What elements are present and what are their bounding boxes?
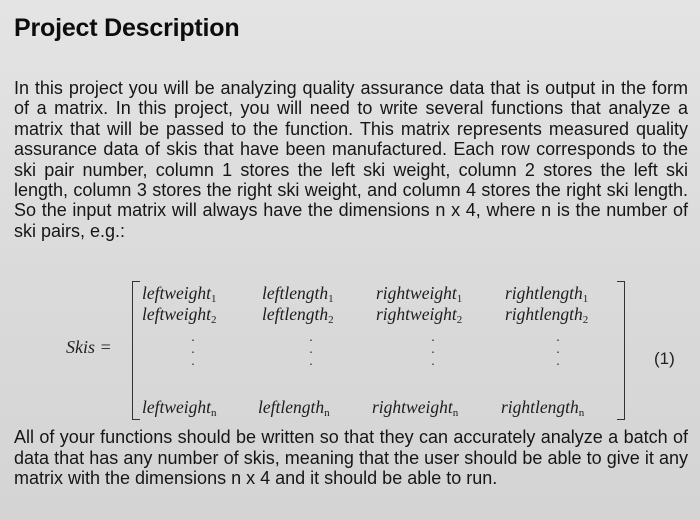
matrix-cell: leftweight$_2$ — [142, 304, 217, 326]
closing-paragraph: All of your functions should be written so that they can accurately analyze a batch of data that has any number of skis, meaning that the user should be able to give it any matrix with the dimensions n x 4 and it should be able to run. — [14, 427, 688, 488]
matrix-cell: rightweight$_1$ — [376, 283, 463, 305]
matrix-cell: rightweight$_n$ — [372, 397, 459, 419]
intro-paragraph: In this project you will be analyzing quality assurance data that is output in the form of a matrix. In this project, you will need to write several functions that analyze a matrix that will be passed to the function. This matrix represents measured quality assurance data of skis that have been manufactured. Each row corresponds to the ski pair number, column 1 stores the left ski weight, column 2 stores the left ski length, column 3 stores the right ski weight, and column 4 stores the right ski length. So the input matrix will always have the dimensions n x 4, where n is the number of ski pairs, e.g.: — [14, 78, 688, 241]
matrix-cell: leftlength$_1$ — [262, 283, 334, 305]
matrix-cell: leftweight$_n$ — [142, 397, 217, 419]
equation-lhs: Skis = — [66, 337, 112, 357]
vertical-ellipsis: ⋅ ⋅ ⋅ — [555, 334, 561, 373]
vertical-ellipsis: ⋅ ⋅ ⋅ — [430, 334, 436, 373]
page-title: Project Description — [14, 14, 240, 42]
matrix-cell: leftlength$_2$ — [262, 304, 334, 326]
matrix-equation — [0, 278, 700, 423]
vertical-ellipsis: ⋅ ⋅ ⋅ — [308, 334, 314, 373]
matrix-cell: rightlength$_1$ — [505, 283, 589, 305]
matrix-cell: leftlength$_n$ — [258, 397, 330, 419]
equation-number: (1) — [654, 349, 675, 368]
matrix-right-bracket — [617, 281, 625, 420]
matrix-left-bracket — [132, 281, 140, 420]
matrix-cell: rightlength$_n$ — [501, 397, 585, 419]
matrix-cell: leftweight$_1$ — [142, 283, 217, 305]
matrix-cell: rightlength$_2$ — [505, 304, 589, 326]
matrix-cell: rightweight$_2$ — [376, 304, 463, 326]
vertical-ellipsis: ⋅ ⋅ ⋅ — [190, 334, 196, 373]
